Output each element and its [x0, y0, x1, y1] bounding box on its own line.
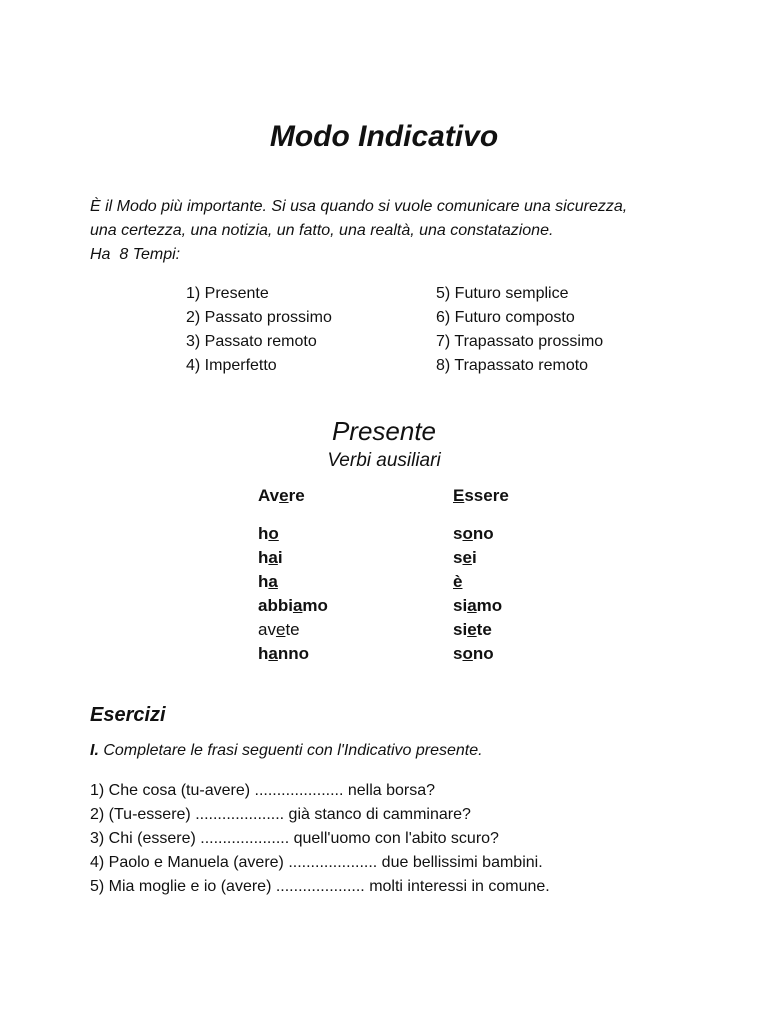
intro-line-3: Ha 8 Tempi:	[90, 246, 181, 263]
exercise-item: 2) (Tu-essere) .................... già stanco di camminare?	[90, 806, 471, 823]
verb-form: ha	[258, 572, 278, 591]
presente-title: Presente	[331, 416, 437, 446]
exercise-item: 5) Mia moglie e io (avere) .................... molti interessi in comune.	[90, 878, 550, 895]
verb-form: sono	[453, 524, 494, 543]
exercise-instruction	[90, 742, 483, 760]
verb-form: siete	[453, 620, 492, 639]
tense-item: 4) Imperfetto	[186, 357, 277, 374]
avere-heading: Avere	[258, 486, 305, 505]
exercise-instruction-text: Completare le frasi seguenti con l'Indicativo presente.	[98, 742, 483, 759]
verb-form: siamo	[453, 596, 503, 615]
exercise-number: I.	[90, 742, 99, 759]
exercise-item: 4) Paolo e Manuela (avere) .................... due bellissimi bambini.	[90, 854, 543, 871]
verb-form: sei	[453, 548, 477, 567]
exercise-item: 3) Chi (essere) .................... quell'uomo con l'abito scuro?	[90, 830, 499, 847]
essere-conjugation	[453, 522, 502, 666]
verb-form: è	[453, 572, 463, 591]
verb-form: abbiamo	[258, 596, 328, 615]
tense-item: 1) Presente	[186, 285, 269, 302]
tense-item: 7) Trapassato prossimo	[436, 333, 604, 350]
presente-subtitle: Verbi ausiliari	[327, 450, 441, 471]
avere-conjugation	[258, 522, 328, 666]
page-title: Modo Indicativo	[269, 120, 499, 153]
tense-item: 6) Futuro composto	[436, 309, 575, 326]
essere-heading: Essere	[453, 486, 509, 505]
exercise-list	[90, 779, 550, 899]
verb-form: hai	[258, 548, 283, 567]
tense-item: 5) Futuro semplice	[436, 285, 569, 302]
tense-item: 2) Passato prossimo	[186, 309, 332, 326]
intro-line-1: È il Modo più importante. Si usa quando si vuole comunicare una sicurezza,	[90, 198, 628, 215]
esercizi-title: Esercizi	[90, 704, 166, 726]
intro-line-2: una certezza, una notizia, un fatto, una realtà, una constatazione.	[90, 222, 554, 239]
tenses-left-column	[186, 282, 332, 378]
verb-form: avete	[258, 620, 300, 639]
tense-item: 3) Passato remoto	[186, 333, 317, 350]
verb-form: hanno	[258, 644, 310, 663]
verb-form: ho	[258, 524, 279, 543]
tense-item: 8) Trapassato remoto	[436, 357, 589, 374]
verb-form: sono	[453, 644, 494, 663]
exercise-item: 1) Che cosa (tu-avere) .................... nella borsa?	[90, 782, 436, 799]
tenses-right-column	[436, 282, 603, 378]
